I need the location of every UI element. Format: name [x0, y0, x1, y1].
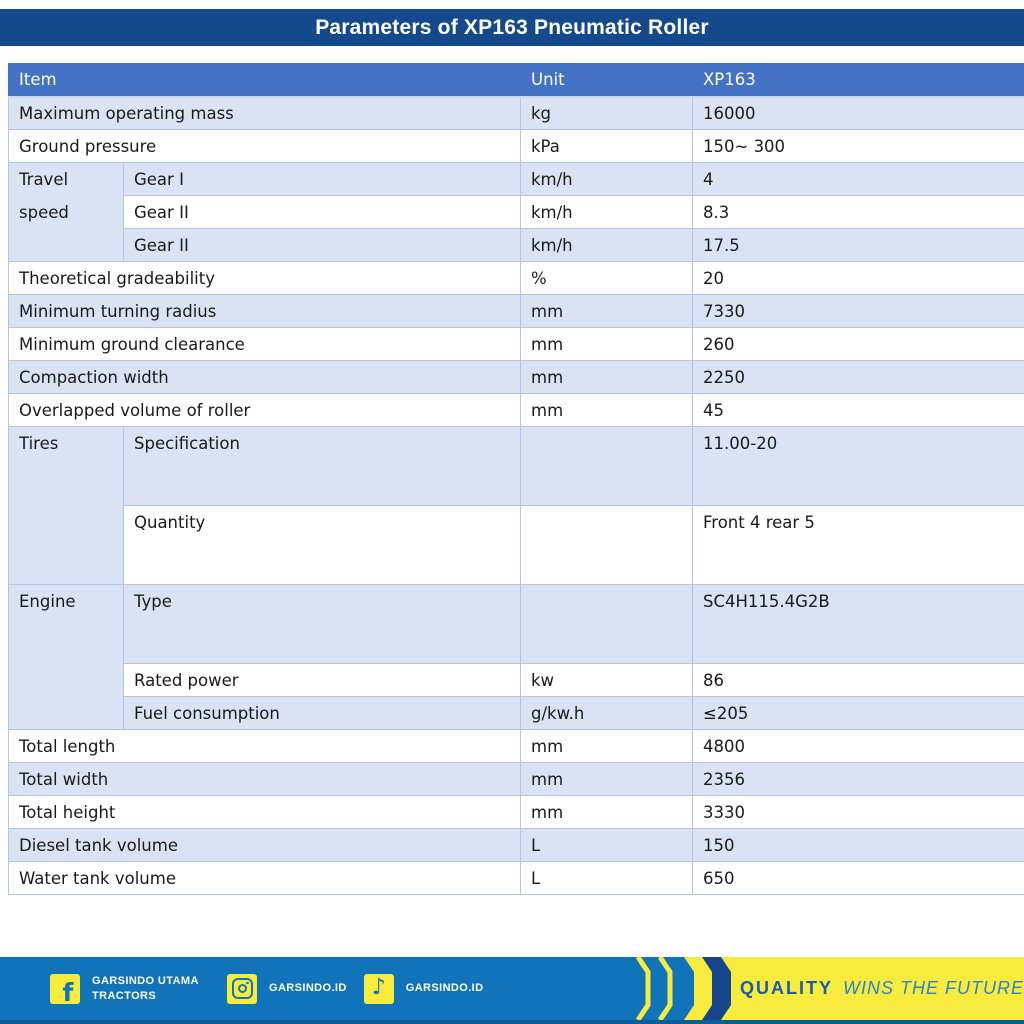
- unit-cell: g/kw.h: [521, 697, 693, 730]
- value-cell: 11.00-20: [693, 427, 1024, 506]
- tiktok-icon-box: [364, 974, 394, 1004]
- sub-cell: Fuel consumption: [124, 697, 521, 730]
- sub-cell: Quantity: [124, 506, 521, 585]
- table-row: [9, 664, 1024, 697]
- unit-cell: [521, 427, 693, 506]
- table-row: [9, 97, 1024, 130]
- unit-cell: L: [521, 829, 693, 862]
- unit-cell: kw: [521, 664, 693, 697]
- table-row: [9, 295, 1024, 328]
- slogan-quality: QUALITY: [740, 978, 833, 998]
- table-row: [9, 328, 1024, 361]
- social-item: [364, 974, 484, 1004]
- item-cell: Total height: [9, 796, 521, 829]
- value-cell: 2356: [693, 763, 1024, 796]
- item-cell: Minimum turning radius: [9, 295, 521, 328]
- value-cell: 4: [693, 163, 1024, 196]
- social-label: GARSINDO.ID: [405, 982, 484, 995]
- item-cell: Diesel tank volume: [9, 829, 521, 862]
- value-cell: 4800: [693, 730, 1024, 763]
- item-cell: Ground pressure: [9, 130, 521, 163]
- value-cell: ≤205: [693, 697, 1024, 730]
- unit-cell: mm: [521, 295, 693, 328]
- table-row: [9, 361, 1024, 394]
- instagram-icon: [232, 978, 253, 999]
- footer: [0, 957, 1024, 1024]
- sub-cell: Gear II: [124, 196, 521, 229]
- value-cell: 8.3: [693, 196, 1024, 229]
- table-row: [9, 796, 1024, 829]
- header-item: Item: [9, 64, 521, 97]
- social-label: GARSINDO.ID: [269, 982, 347, 995]
- header-value: XP163: [693, 64, 1024, 97]
- value-cell: 16000: [693, 97, 1024, 130]
- unit-cell: L: [521, 862, 693, 895]
- table-row: [9, 163, 1024, 196]
- unit-cell: km/h: [521, 163, 693, 196]
- social-item: [227, 974, 347, 1004]
- value-cell: 3330: [693, 796, 1024, 829]
- social-links: [0, 957, 624, 1020]
- title-bar: [0, 9, 1024, 46]
- social-item: [50, 974, 210, 1004]
- table-row: [9, 196, 1024, 229]
- social-label: GARSINDO UTAMA TRACTORS: [92, 975, 199, 1002]
- sub-cell: Type: [124, 585, 521, 664]
- value-cell: 7330: [693, 295, 1024, 328]
- table-row: [9, 506, 1024, 585]
- item-cell: Total length: [9, 730, 521, 763]
- spec-table: [8, 63, 1024, 895]
- unit-cell: kPa: [521, 130, 693, 163]
- slogan-wins-the-future: WINS THE FUTURE: [843, 978, 1024, 998]
- unit-cell: kg: [521, 97, 693, 130]
- item-cell: Compaction width: [9, 361, 521, 394]
- value-cell: 260: [693, 328, 1024, 361]
- header-row: [9, 64, 1024, 97]
- unit-cell: mm: [521, 361, 693, 394]
- table-row: [9, 394, 1024, 427]
- unit-cell: km/h: [521, 196, 693, 229]
- table-row: [9, 262, 1024, 295]
- unit-cell: mm: [521, 730, 693, 763]
- sub-cell: Gear II: [124, 229, 521, 262]
- unit-cell: [521, 506, 693, 585]
- facebook-icon-box: [50, 974, 80, 1004]
- table-row: [9, 585, 1024, 664]
- header-unit: Unit: [521, 64, 693, 97]
- group-cell: Engine: [9, 585, 124, 730]
- value-cell: 650: [693, 862, 1024, 895]
- sub-cell: Rated power: [124, 664, 521, 697]
- table-row: [9, 697, 1024, 730]
- table-row: [9, 862, 1024, 895]
- instagram-icon-box: [227, 974, 257, 1004]
- group-cell: Tires: [9, 427, 124, 585]
- unit-cell: mm: [521, 763, 693, 796]
- table-row: [9, 730, 1024, 763]
- unit-cell: mm: [521, 796, 693, 829]
- item-cell: Maximum operating mass: [9, 97, 521, 130]
- table-row: [9, 427, 1024, 506]
- unit-cell: km/h: [521, 229, 693, 262]
- value-cell: 86: [693, 664, 1024, 697]
- sub-cell: Gear I: [124, 163, 521, 196]
- footer-chevron-decoration: [624, 957, 734, 1020]
- value-cell: 150~ 300: [693, 130, 1024, 163]
- item-cell: Total width: [9, 763, 521, 796]
- value-cell: 2250: [693, 361, 1024, 394]
- value-cell: 17.5: [693, 229, 1024, 262]
- value-cell: Front 4 rear 5: [693, 506, 1024, 585]
- item-cell: Water tank volume: [9, 862, 521, 895]
- value-cell: 45: [693, 394, 1024, 427]
- table-row: [9, 229, 1024, 262]
- facebook-icon: f: [62, 978, 74, 1004]
- unit-cell: mm: [521, 394, 693, 427]
- group-cell: Travel speed: [9, 163, 124, 262]
- value-cell: SC4H115.4G2B: [693, 585, 1024, 664]
- unit-cell: mm: [521, 328, 693, 361]
- table-row: [9, 130, 1024, 163]
- value-cell: 20: [693, 262, 1024, 295]
- item-cell: Theoretical gradeability: [9, 262, 521, 295]
- table-row: [9, 829, 1024, 862]
- value-cell: 150: [693, 829, 1024, 862]
- page-title: Parameters of XP163 Pneumatic Roller: [315, 15, 709, 39]
- sub-cell: Specification: [124, 427, 521, 506]
- unit-cell: [521, 585, 693, 664]
- item-cell: Overlapped volume of roller: [9, 394, 521, 427]
- item-cell: Minimum ground clearance: [9, 328, 521, 361]
- table-row: [9, 763, 1024, 796]
- slogan-block: [734, 957, 1024, 1020]
- tiktok-icon: ♪: [371, 974, 386, 1000]
- unit-cell: %: [521, 262, 693, 295]
